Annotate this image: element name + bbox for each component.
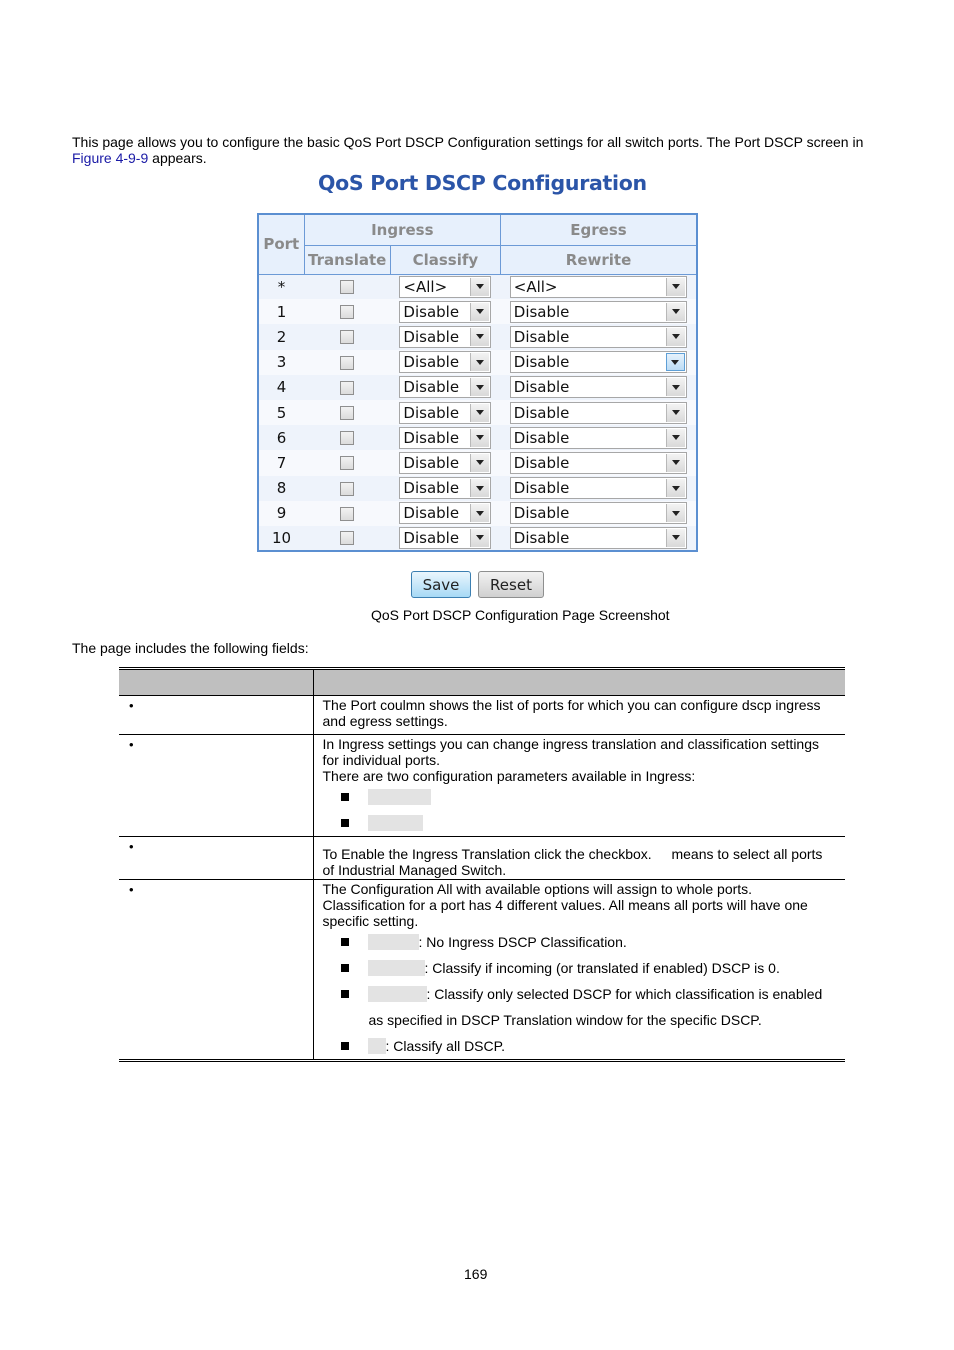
figure-link[interactable]: Figure 4-9-9 — [72, 150, 149, 166]
dropdown-arrow-icon — [666, 529, 685, 547]
translate-checkbox[interactable] — [340, 406, 354, 420]
translate-checkbox[interactable] — [340, 456, 354, 470]
translate-checkbox[interactable] — [340, 305, 354, 319]
dropdown-arrow-icon — [470, 529, 489, 547]
fields-table — [119, 667, 845, 1062]
classify-option-text: : Classify if incoming (or translated if enabled) DSCP is 0. — [424, 960, 780, 976]
ingress-description-2: There are two configuration parameters available in Ingress: — [322, 768, 696, 784]
page-number: 169 — [464, 1266, 488, 1282]
port-cell: 6 — [258, 425, 304, 450]
save-button[interactable]: Save — [411, 571, 471, 598]
classify-select[interactable] — [399, 301, 491, 323]
classify-value: Disable — [403, 428, 460, 447]
classify-select[interactable] — [399, 402, 491, 424]
rewrite-select[interactable] — [510, 276, 687, 298]
translate-checkbox[interactable] — [340, 507, 354, 521]
list-item — [341, 929, 838, 955]
rewrite-select[interactable] — [510, 301, 687, 323]
classify-select[interactable] — [399, 527, 491, 549]
rewrite-value: Disable — [513, 479, 570, 498]
port-cell: 3 — [258, 350, 304, 375]
square-bullet-icon — [341, 938, 349, 946]
dropdown-arrow-icon — [666, 328, 685, 346]
dropdown-arrow-icon — [470, 303, 489, 321]
table-row — [258, 324, 697, 349]
dropdown-arrow-icon — [470, 378, 489, 396]
header-egress: Egress — [501, 214, 697, 245]
translate-checkbox[interactable] — [340, 431, 354, 445]
port-cell: 10 — [258, 526, 304, 551]
dropdown-arrow-icon — [666, 378, 685, 396]
dropdown-arrow-icon — [666, 278, 685, 296]
classify-option-text: : Classify all DSCP. — [385, 1038, 506, 1054]
header-ingress: Ingress — [304, 214, 500, 245]
table-row — [258, 425, 697, 450]
header-rewrite: Rewrite — [501, 245, 697, 274]
port-cell: 8 — [258, 476, 304, 501]
port-cell: 5 — [258, 400, 304, 425]
dropdown-arrow-icon — [666, 429, 685, 447]
rewrite-select[interactable] — [510, 427, 687, 449]
fields-intro: The page includes the following fields: — [72, 640, 309, 656]
dropdown-arrow-icon — [470, 278, 489, 296]
table-row — [258, 526, 697, 551]
rewrite-select[interactable] — [510, 477, 687, 499]
port-cell: 2 — [258, 324, 304, 349]
header-port: Port — [258, 214, 304, 274]
dropdown-arrow-icon — [470, 429, 489, 447]
classify-select[interactable] — [399, 351, 491, 373]
dropdown-arrow-icon — [470, 504, 489, 522]
rewrite-value: Disable — [513, 528, 570, 547]
classify-select[interactable] — [399, 326, 491, 348]
classify-value: Disable — [403, 302, 460, 321]
dropdown-arrow-icon — [470, 353, 489, 371]
table-row — [258, 350, 697, 375]
table-row — [258, 375, 697, 400]
dropdown-arrow-icon — [470, 328, 489, 346]
bullet-icon: • — [129, 698, 134, 713]
dropdown-arrow-icon — [666, 479, 685, 497]
port-cell: * — [258, 274, 304, 299]
rewrite-select[interactable] — [510, 376, 687, 398]
rewrite-value: Disable — [513, 353, 570, 372]
dropdown-arrow-icon — [666, 353, 685, 371]
header-translate: Translate — [304, 245, 390, 274]
header-classify: Classify — [390, 245, 500, 274]
translate-checkbox[interactable] — [340, 381, 354, 395]
redacted-term — [368, 986, 427, 1002]
classify-option-continuation: as specified in DSCP Translation window for the specific DSCP. — [368, 1012, 762, 1028]
table-row — [119, 696, 845, 735]
screenshot-title: QoS Port DSCP Configuration — [318, 171, 647, 195]
translate-checkbox[interactable] — [340, 280, 354, 294]
classify-value: Disable — [403, 353, 460, 372]
square-bullet-icon — [341, 819, 349, 827]
table-row — [119, 880, 845, 1061]
rewrite-select[interactable] — [510, 502, 687, 524]
classify-value: Disable — [403, 504, 460, 523]
dropdown-arrow-icon — [470, 454, 489, 472]
dropdown-arrow-icon — [666, 504, 685, 522]
classify-value: Disable — [403, 378, 460, 397]
intro-text-after: appears. — [148, 150, 207, 166]
bullet-icon: • — [129, 737, 134, 752]
classify-value: Disable — [403, 528, 460, 547]
port-description: The Port coulmn shows the list of ports for which you can configure dscp ingress and egress settings. — [322, 697, 821, 729]
rewrite-value: Disable — [513, 403, 570, 422]
object-header — [119, 669, 313, 696]
rewrite-select[interactable] — [510, 402, 687, 424]
table-row — [258, 501, 697, 526]
rewrite-value: Disable — [513, 327, 570, 346]
classify-select[interactable] — [399, 427, 491, 449]
rewrite-value: <All> — [513, 277, 558, 296]
redacted-term — [368, 789, 431, 805]
rewrite-value: Disable — [513, 453, 570, 472]
square-bullet-icon — [341, 1042, 349, 1050]
rewrite-select[interactable] — [510, 326, 687, 348]
translate-checkbox[interactable] — [340, 330, 354, 344]
classify-select[interactable] — [399, 376, 491, 398]
intro-text: This page allows you to configure the basic QoS Port DSCP Configuration settings for all switch ports. The Port DSCP screen in — [72, 134, 864, 150]
rewrite-value: Disable — [513, 428, 570, 447]
classify-value: Disable — [403, 453, 460, 472]
translate-description-2: means to select all ports of Industrial Managed Switch. — [322, 846, 823, 878]
classify-value: Disable — [403, 479, 460, 498]
list-item — [341, 784, 838, 810]
classify-option-text: : No Ingress DSCP Classification. — [418, 934, 627, 950]
classify-value: Disable — [403, 403, 460, 422]
bullet-icon: • — [129, 882, 134, 897]
classify-description: The Configuration All with available options will assign to whole ports. — [322, 881, 753, 897]
list-item — [341, 981, 838, 1007]
classify-description-2: Classification for a port has 4 different values. All means all ports will have one specific setting. — [322, 897, 808, 929]
square-bullet-icon — [341, 964, 349, 972]
table-row — [258, 299, 697, 324]
dropdown-arrow-icon — [666, 454, 685, 472]
classify-select[interactable] — [399, 502, 491, 524]
table-row — [258, 476, 697, 501]
rewrite-value: Disable — [513, 378, 570, 397]
dropdown-arrow-icon — [470, 479, 489, 497]
dropdown-arrow-icon — [470, 404, 489, 422]
table-row — [258, 450, 697, 475]
square-bullet-icon — [341, 990, 349, 998]
square-bullet-icon — [341, 793, 349, 801]
port-cell: 7 — [258, 450, 304, 475]
description-header — [313, 669, 845, 696]
list-item — [341, 810, 838, 836]
table-row — [258, 400, 697, 425]
redacted-term — [368, 934, 419, 950]
bullet-icon: • — [129, 839, 134, 854]
rewrite-select[interactable] — [510, 452, 687, 474]
classify-value: <All> — [403, 277, 448, 296]
classify-option-text: : Classify only selected DSCP for which classification is enabled — [426, 986, 823, 1002]
rewrite-select[interactable] — [510, 351, 687, 373]
rewrite-value: Disable — [513, 302, 570, 321]
dropdown-arrow-icon — [666, 404, 685, 422]
translate-checkbox[interactable] — [340, 356, 354, 370]
classify-select[interactable] — [399, 477, 491, 499]
classify-select[interactable] — [399, 276, 491, 298]
rewrite-value: Disable — [513, 504, 570, 523]
redacted-term — [368, 960, 425, 976]
port-cell: 4 — [258, 375, 304, 400]
intro-paragraph — [72, 134, 892, 166]
redacted-term — [368, 815, 423, 831]
dscp-config-table — [257, 213, 698, 552]
list-item — [341, 1033, 838, 1059]
classify-select[interactable] — [399, 452, 491, 474]
reset-button[interactable]: Reset — [478, 571, 544, 598]
port-cell: 9 — [258, 501, 304, 526]
classify-value: Disable — [403, 327, 460, 346]
translate-description: To Enable the Ingress Translation click the checkbox. — [322, 846, 652, 862]
figure-caption: QoS Port DSCP Configuration Page Screenshot — [371, 607, 670, 623]
port-cell: 1 — [258, 299, 304, 324]
translate-checkbox[interactable] — [340, 482, 354, 496]
table-row — [119, 735, 845, 837]
rewrite-select[interactable] — [510, 527, 687, 549]
dropdown-arrow-icon — [666, 303, 685, 321]
table-row — [119, 837, 845, 880]
translate-checkbox[interactable] — [340, 531, 354, 545]
list-item — [341, 955, 838, 981]
table-row — [258, 274, 697, 299]
ingress-description: In Ingress settings you can change ingress translation and classification settings for individual ports. — [322, 736, 820, 768]
redacted-term — [368, 1038, 386, 1054]
